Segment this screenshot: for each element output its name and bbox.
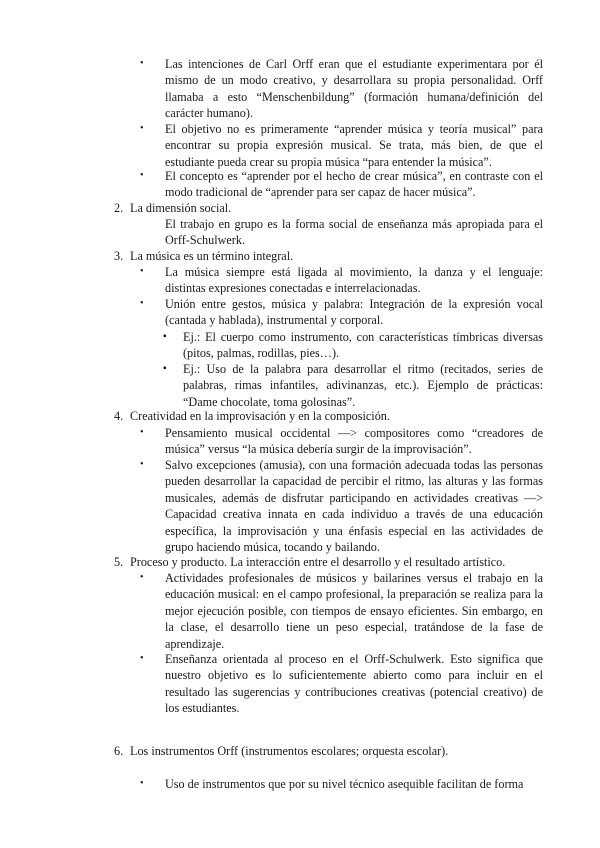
- bullet-icon: •: [140, 123, 144, 134]
- section-2-text: El trabajo en grupo es la forma social de enseñanza más apropiada para el Orff-Schulwerk.: [165, 217, 543, 248]
- bullet-icon: •: [140, 298, 144, 309]
- bullet-text: El concepto es “aprender por el hecho de crear música”, en contraste con el modo tradicional de “aprender para ser capaz de hacer música”.: [165, 169, 543, 200]
- bullet-icon: •: [140, 459, 144, 470]
- section-3-number: 3.: [114, 249, 124, 263]
- subbullet-text: Ej.: Uso de la palabra para desarrollar el ritmo (recitados, series de palabras, rimas infantiles, adivinanzas, etc.). Ejemplo de prácticas: “Dame chocolate, toma golosinas”.: [183, 362, 543, 409]
- section-3-title: La música es un término integral.: [130, 249, 294, 263]
- section-6-bullet-1: [140, 776, 543, 792]
- section-6-number: 6.: [114, 744, 124, 758]
- section-3-bullet-1: [140, 264, 543, 297]
- section-3-subbullet-2: [165, 361, 543, 410]
- bullet-text: Pensamiento musical occidental —> compositores como “creadores de música” versus “la música debería surgir de la improvisación”.: [165, 426, 543, 457]
- bullet-text: Enseñanza orientada al proceso en el Orff-Schulwerk. Esto significa que nuestro objetivo es lo suficientemente abierto como para incluir en el resultado las sugerencias y contribuciones creativas (potencial creativo) de los estudiantes.: [165, 652, 543, 716]
- bullet-text: Las intenciones de Carl Orff eran que el estudiante experimentara por él mismo de un modo creativo, y desarrollara su propia personalidad. Orff llamaba a esto “Menschenbildung” (formación humana/definición del carácter humano).: [165, 57, 543, 121]
- intro-bullet-3: [140, 168, 543, 201]
- bullet-icon: •: [140, 653, 144, 664]
- bullet-icon: •: [140, 170, 144, 181]
- bullet-icon: •: [140, 778, 144, 789]
- section-4-bullet-1: [140, 425, 543, 458]
- bullet-icon: •: [140, 572, 144, 583]
- section-5-number: 5.: [114, 555, 124, 569]
- intro-bullet-1: [140, 56, 543, 122]
- bullet-text: Actividades profesionales de músicos y bailarines versus el trabajo en la educación musical: en el campo profesional, la preparación se realiza para la mejor ejecución posible, con tiempos de ensayo eficientes. Sin embargo, en la clase, el desarrollo tiene un peso especial, tratándose de la fase de aprendizaje.: [165, 571, 543, 651]
- section-5-bullet-1: [140, 570, 543, 652]
- section-4-bullet-2: [140, 457, 543, 555]
- section-2-title: La dimensión social.: [130, 201, 232, 215]
- bullet-icon: •: [140, 58, 144, 69]
- section-5-bullet-2: [140, 651, 543, 717]
- square-bullet-icon: ▪: [163, 363, 167, 374]
- section-6-title: Los instrumentos Orff (instrumentos escolares; orquesta escolar).: [130, 744, 449, 758]
- section-3-bullet-2: [140, 296, 543, 329]
- bullet-text: El objetivo no es primeramente “aprender música y teoría musical” para encontrar su propia expresión musical. Se trata, más bien, de que el estudiante pueda crear su propia música “para entender la música”.: [165, 122, 543, 169]
- square-bullet-icon: ▪: [163, 331, 167, 342]
- bullet-text: La música siempre está ligada al movimiento, la danza y el lenguaje: distintas expresiones conectadas e interrelacionadas.: [165, 265, 543, 296]
- section-5-title: Proceso y producto. La interacción entre el desarrollo y el resultado artístico.: [130, 555, 506, 569]
- bullet-text: Unión entre gestos, música y palabra: Integración de la expresión vocal (cantada y hablada), instrumental y corporal.: [165, 297, 543, 328]
- bullet-text: Salvo excepciones (amusia), con una formación adecuada todas las personas pueden desarrollar la capacidad de percibir el ritmo, las alturas y las formas musicales, además de disfrutar participando en actividades creativas —> Capacidad creativa innata en cada individuo a través de una educación específica, la improvisación y una énfasis especial en las actividades de grupo haciendo música, tocando y bailando.: [165, 458, 543, 555]
- subbullet-text: Ej.: El cuerpo como instrumento, con características tímbricas diversas (pitos, palmas, rodillas, pies…).: [183, 330, 543, 361]
- bullet-icon: •: [140, 266, 144, 277]
- section-4-title: Creatividad en la improvisación y en la composición.: [130, 409, 390, 423]
- bullet-icon: •: [140, 427, 144, 438]
- section-4-number: 4.: [114, 409, 124, 423]
- intro-bullet-2: [140, 121, 543, 170]
- bullet-text: Uso de instrumentos que por su nivel técnico asequible facilitan de forma: [165, 777, 524, 791]
- section-3-subbullet-1: [165, 329, 543, 362]
- section-2-number: 2.: [114, 201, 124, 215]
